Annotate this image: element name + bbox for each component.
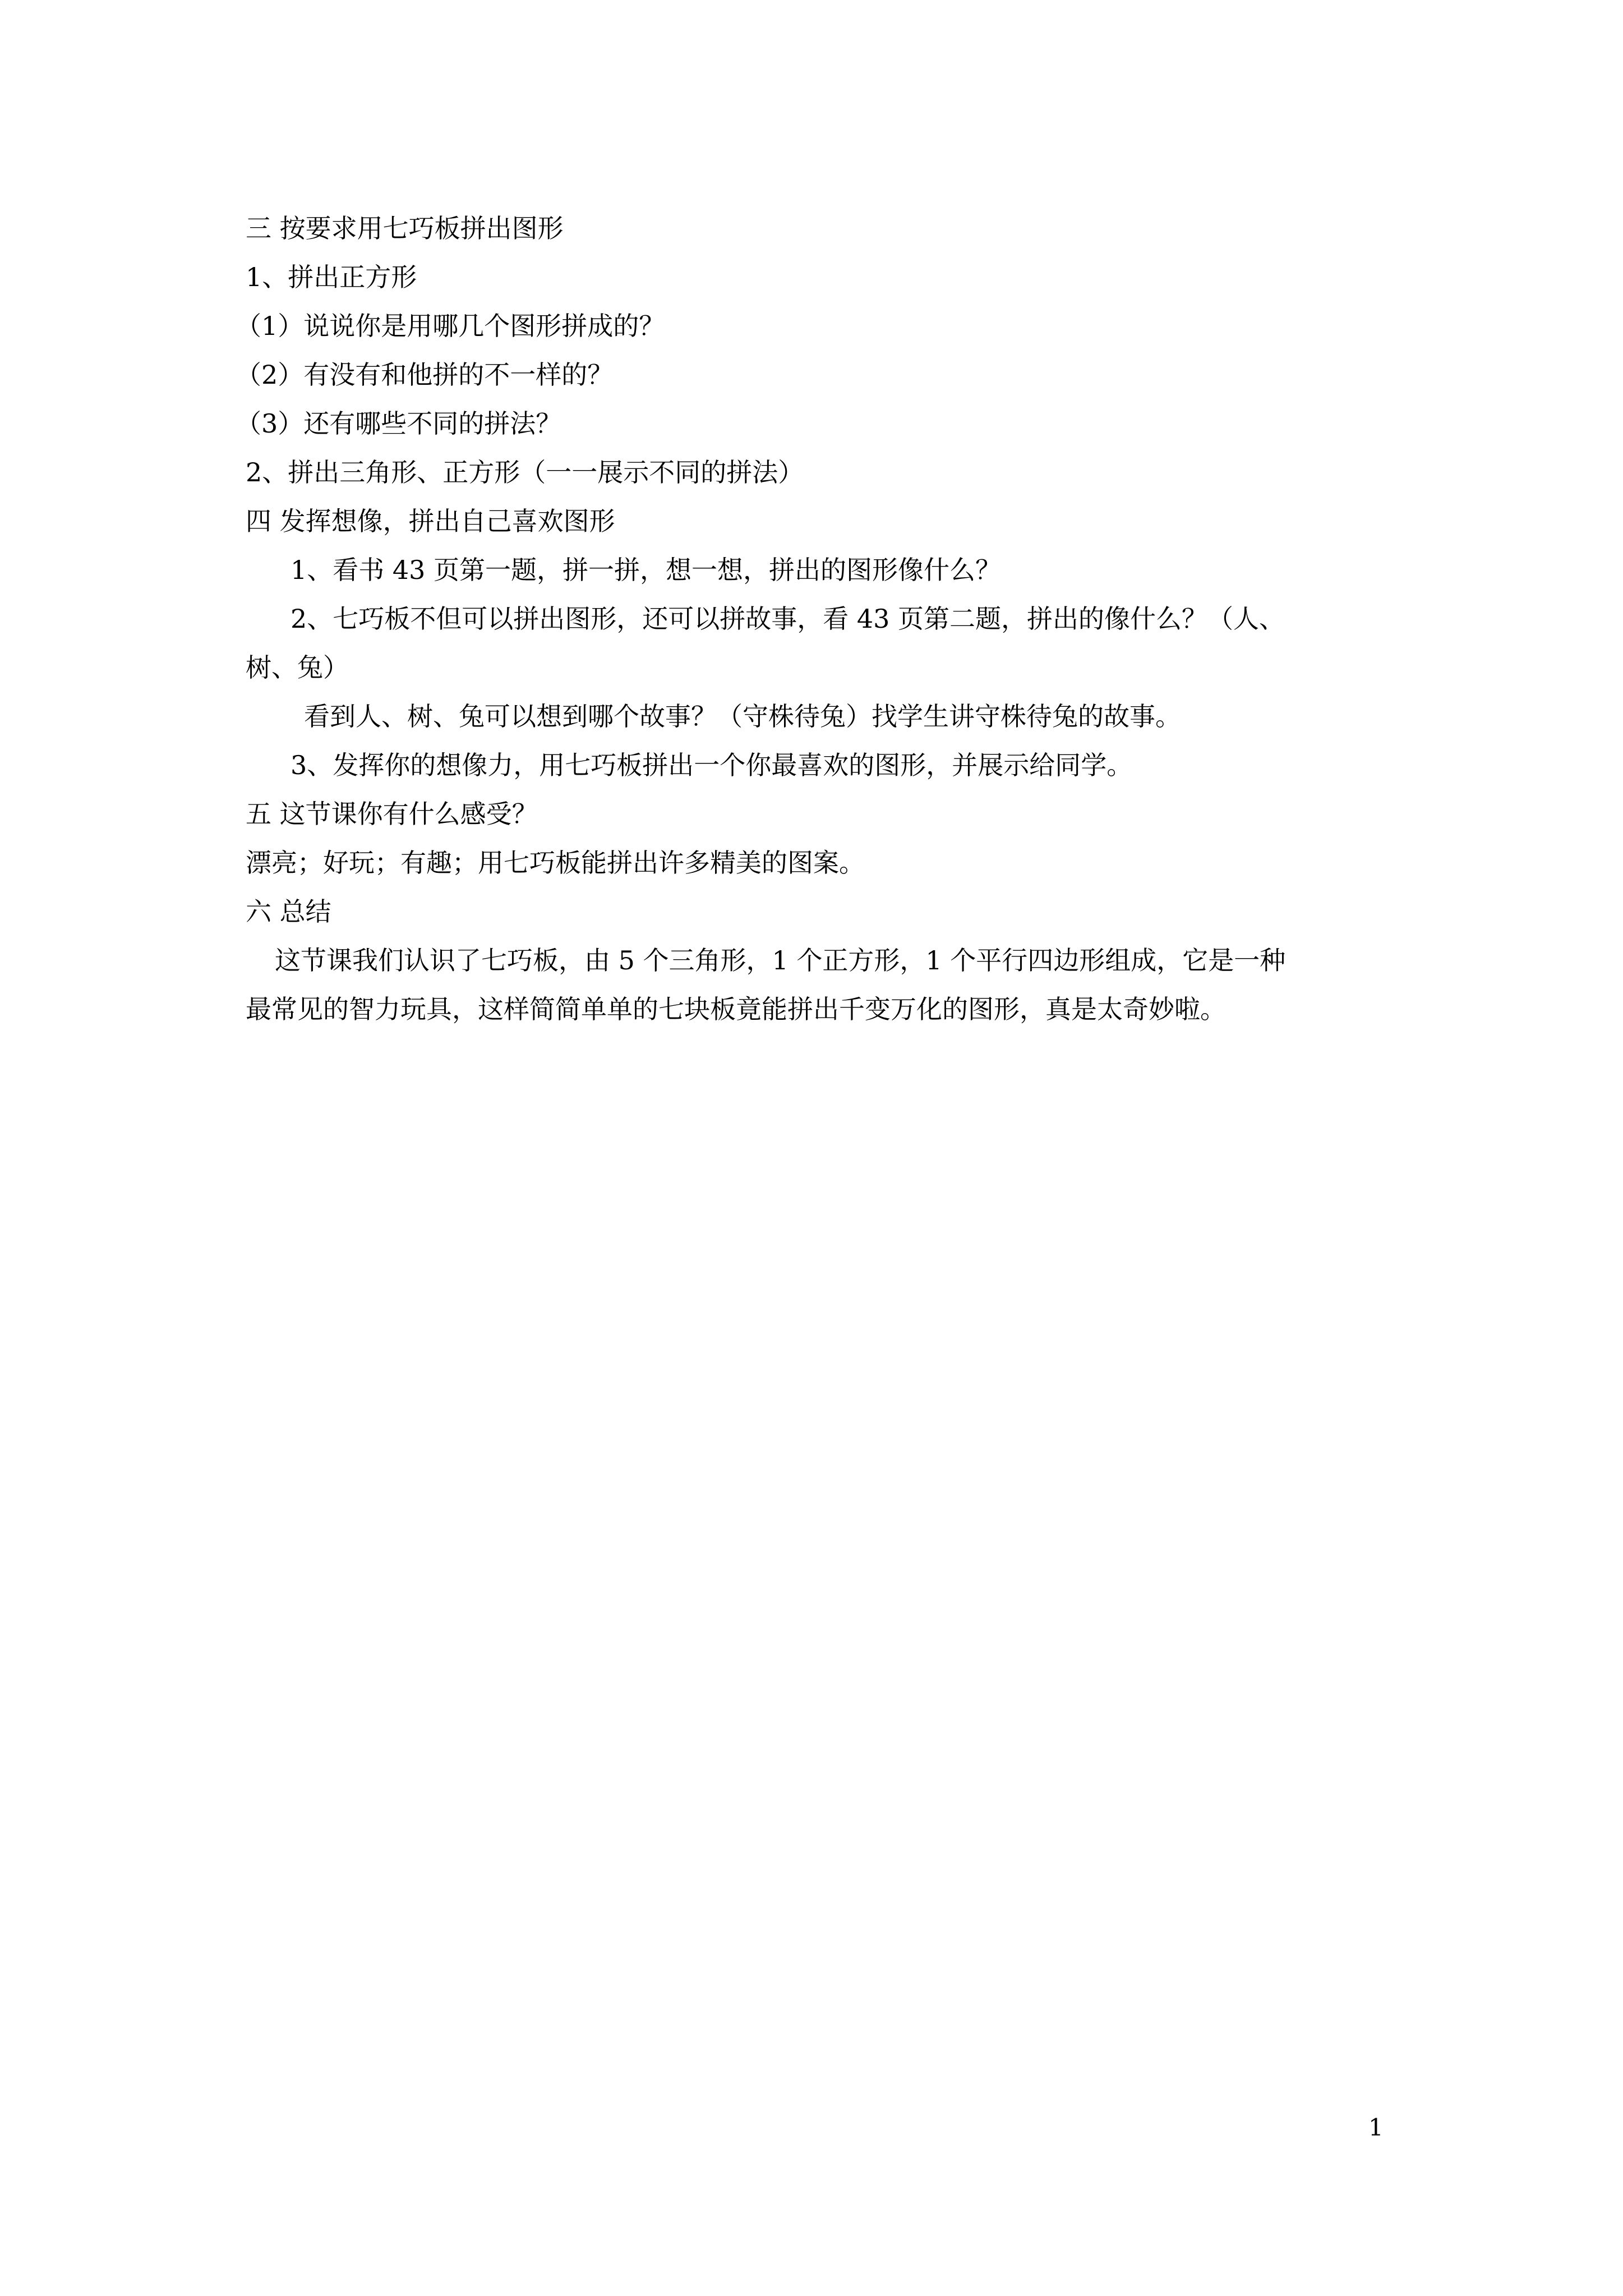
question-3: （3）还有哪些不同的拼法？ <box>236 408 562 439</box>
question-2: （2）有没有和他拼的不一样的？ <box>236 360 614 390</box>
section-six-heading: 六 总结 <box>246 896 331 927</box>
task-2-line-1: 2、七巧板不但可以拼出图形，还可以拼故事，看 43 页第二题，拼出的像什么？（人、 <box>291 604 1285 634</box>
summary-line-2: 最常见的智力玩具，这样简简单单的七块板竟能拼出千变万化的图形，真是太奇妙啦。 <box>246 994 1226 1024</box>
item-square: 1、拼出正方形 <box>246 262 417 292</box>
section-three-heading: 三 按要求用七巧板拼出图形 <box>246 213 564 243</box>
item-triangle-square: 2、拼出三角形、正方形（一一展示不同的拼法） <box>246 457 804 487</box>
task-1: 1、看书 43 页第一题，拼一拼，想一想，拼出的图形像什么？ <box>291 555 1002 585</box>
task-3: 3、发挥你的想像力，用七巧板拼出一个你最喜欢的图形，并展示给同学。 <box>291 750 1133 780</box>
task-2-line-2: 树、兔） <box>246 652 349 683</box>
story-note: 看到人、树、兔可以想到哪个故事？（守株待兔）找学生讲守株待兔的故事。 <box>304 701 1181 731</box>
question-1: （1）说说你是用哪几个图形拼成的？ <box>236 311 665 341</box>
feelings-answer: 漂亮；好玩；有趣；用七巧板能拼出许多精美的图案。 <box>246 848 865 878</box>
summary-line-1: 这节课我们认识了七巧板，由 5 个三角形，1 个正方形，1 个平行四边形组成，它是一种 <box>275 945 1286 976</box>
page-number: 1 <box>1368 2114 1384 2141</box>
section-five-heading: 五 这节课你有什么感受？ <box>246 799 538 829</box>
section-four-heading: 四 发挥想像，拼出自己喜欢图形 <box>246 506 615 536</box>
